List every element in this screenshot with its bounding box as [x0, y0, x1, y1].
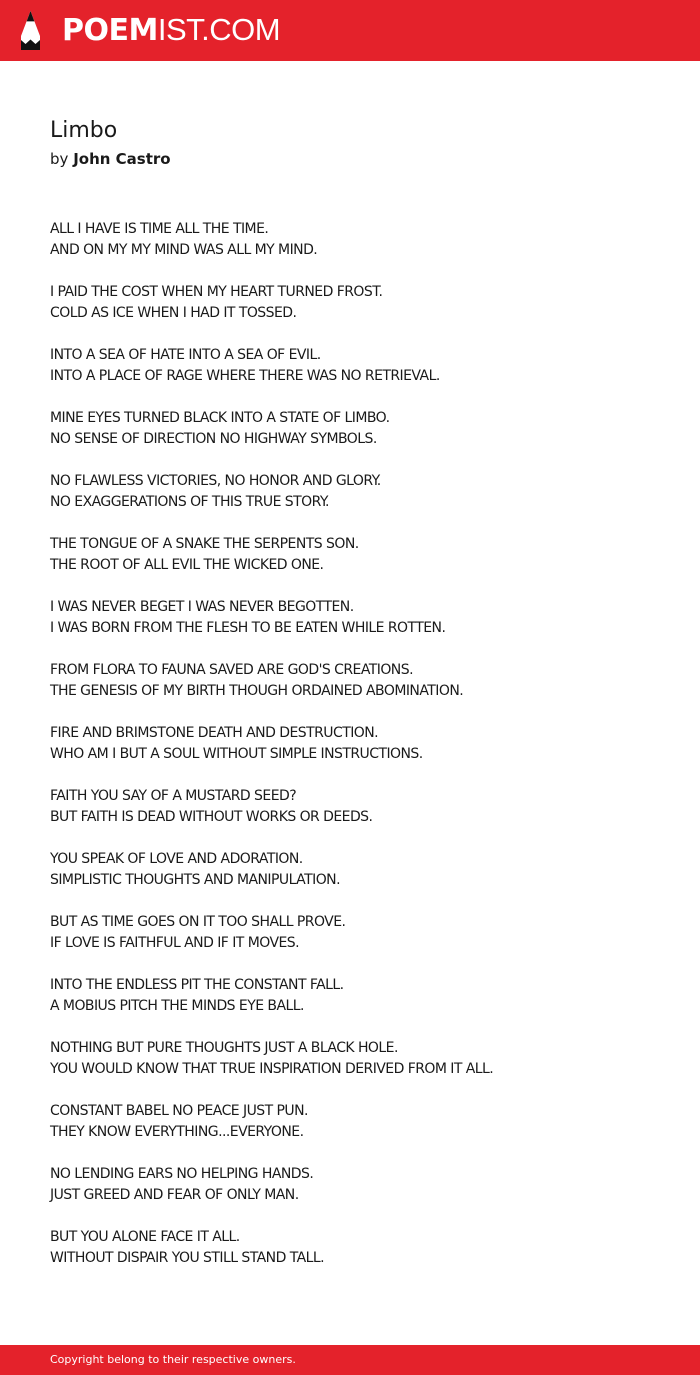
- poem-line: WITHOUT DISPAIR YOU STILL STAND TALL.: [50, 1250, 325, 1266]
- poem-line: AND ON MY MY MIND WAS ALL MY MIND.: [50, 242, 318, 258]
- poem-line: MINE EYES TURNED BLACK INTO A STATE OF LIMBO.: [50, 410, 390, 426]
- poem-line: THE ROOT OF ALL EVIL THE WICKED ONE.: [50, 557, 324, 573]
- poem-line: FROM FLORA TO FAUNA SAVED ARE GOD'S CREATIONS.: [50, 662, 413, 678]
- poem-byline: [50, 149, 171, 169]
- site-logo-text: [62, 13, 280, 48]
- poem-stanza: [50, 1101, 670, 1143]
- poem-line: INTO THE ENDLESS PIT THE CONSTANT FALL.: [50, 977, 344, 993]
- poem-author: John Castro: [73, 150, 171, 168]
- poem-line: BUT YOU ALONE FACE IT ALL.: [50, 1229, 240, 1245]
- poem-line: CONSTANT BABEL NO PEACE JUST PUN.: [50, 1103, 308, 1119]
- poem-line: THE GENESIS OF MY BIRTH THOUGH ORDAINED ABOMINATION.: [50, 683, 464, 699]
- poem-line: THE TONGUE OF A SNAKE THE SERPENTS SON.: [50, 536, 359, 552]
- poem-stanza: [50, 1038, 670, 1080]
- byline-prefix: by: [50, 150, 69, 168]
- poem-line: THEY KNOW EVERYTHING...EVERYONE.: [50, 1124, 304, 1140]
- poem-line: A MOBIUS PITCH THE MINDS EYE BALL.: [50, 998, 304, 1014]
- poem-stanza: [50, 912, 670, 954]
- poem-line: BUT FAITH IS DEAD WITHOUT WORKS OR DEEDS.: [50, 809, 373, 825]
- pencil-tip-icon: [18, 10, 43, 51]
- poem-line: NO FLAWLESS VICTORIES, NO HONOR AND GLORY.: [50, 473, 381, 489]
- poem-stanza: [50, 219, 670, 261]
- poem-line: INTO A PLACE OF RAGE WHERE THERE WAS NO RETRIEVAL.: [50, 368, 440, 384]
- poem-stanza: [50, 849, 670, 891]
- poem-stanza: [50, 345, 670, 387]
- poem-line: SIMPLISTIC THOUGHTS AND MANIPULATION.: [50, 872, 340, 888]
- logo-text-light: IST.COM: [157, 12, 281, 47]
- poem-line: NO EXAGGERATIONS OF THIS TRUE STORY.: [50, 494, 329, 510]
- poem-title: Limbo: [50, 118, 118, 143]
- poem-line: I WAS BORN FROM THE FLESH TO BE EATEN WHILE ROTTEN.: [50, 620, 446, 636]
- poem-line: INTO A SEA OF HATE INTO A SEA OF EVIL.: [50, 347, 321, 363]
- poem-line: YOU WOULD KNOW THAT TRUE INSPIRATION DERIVED FROM IT ALL.: [50, 1061, 494, 1077]
- poem-line: I WAS NEVER BEGET I WAS NEVER BEGOTTEN.: [50, 599, 354, 615]
- poem-line: WHO AM I BUT A SOUL WITHOUT SIMPLE INSTRUCTIONS.: [50, 746, 423, 762]
- poem-stanza: [50, 975, 670, 1017]
- poem-stanza: [50, 1164, 670, 1206]
- logo-text-bold: POEM: [62, 13, 158, 48]
- poem-line: JUST GREED AND FEAR OF ONLY MAN.: [50, 1187, 299, 1203]
- site-footer: [0, 1345, 700, 1375]
- poem-line: NOTHING BUT PURE THOUGHTS JUST A BLACK HOLE.: [50, 1040, 398, 1056]
- poem-stanza: [50, 408, 670, 450]
- copyright-text: Copyright belong to their respective owners.: [50, 1353, 296, 1366]
- poem-line: I PAID THE COST WHEN MY HEART TURNED FROST.: [50, 284, 383, 300]
- poem-line: NO SENSE OF DIRECTION NO HIGHWAY SYMBOLS.: [50, 431, 377, 447]
- poem-stanza: [50, 597, 670, 639]
- poem-stanza: [50, 282, 670, 324]
- poem-stanza: [50, 534, 670, 576]
- poem-stanza: [50, 723, 670, 765]
- poem-line: COLD AS ICE WHEN I HAD IT TOSSED.: [50, 305, 297, 321]
- site-header: [0, 0, 700, 61]
- poem-line: FAITH YOU SAY OF A MUSTARD SEED?: [50, 788, 297, 804]
- poem-body: [50, 219, 670, 1290]
- poem-line: IF LOVE IS FAITHFUL AND IF IT MOVES.: [50, 935, 300, 951]
- poem-stanza: [50, 786, 670, 828]
- poem-line: YOU SPEAK OF LOVE AND ADORATION.: [50, 851, 303, 867]
- poem-line: NO LENDING EARS NO HELPING HANDS.: [50, 1166, 314, 1182]
- poem-line: FIRE AND BRIMSTONE DEATH AND DESTRUCTION.: [50, 725, 379, 741]
- poem-stanza: [50, 1227, 670, 1269]
- poem-line: BUT AS TIME GOES ON IT TOO SHALL PROVE.: [50, 914, 346, 930]
- poem-stanza: [50, 660, 670, 702]
- poem-line: ALL I HAVE IS TIME ALL THE TIME.: [50, 221, 269, 237]
- poem-stanza: [50, 471, 670, 513]
